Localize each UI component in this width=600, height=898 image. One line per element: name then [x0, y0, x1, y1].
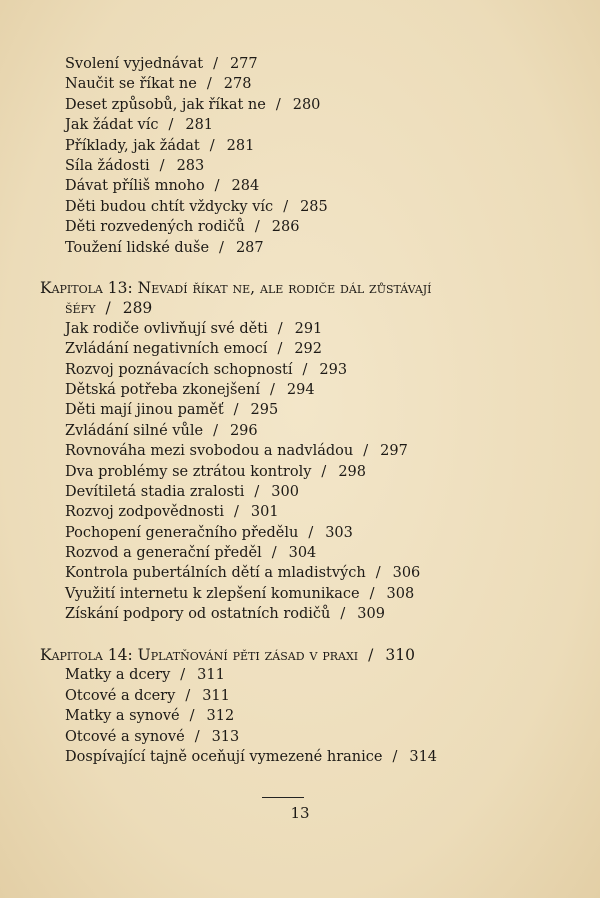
toc-entry [0, 502, 600, 522]
page-ref: 280 [292, 96, 321, 113]
page-ref: 301 [250, 504, 279, 521]
page-ref: 277 [229, 56, 258, 72]
separator: / [206, 76, 212, 93]
entry-title: Jak rodiče ovlivňují své děti [65, 320, 268, 337]
separator: / [159, 157, 165, 174]
toc-entry [0, 95, 600, 115]
page-ref: 298 [338, 463, 366, 480]
separator: / [213, 56, 218, 72]
entry-title: Matky a dcery [65, 667, 171, 684]
chapter-title: Kapitola 14: Uplatňování pěti zásad v praxi [40, 646, 359, 664]
separator: / [277, 341, 283, 358]
entry-title: Rozvoj zodpovědnosti [65, 504, 225, 521]
toc-entry [0, 584, 600, 604]
page-ref: 278 [223, 76, 252, 93]
separator: / [168, 117, 174, 134]
page-ref: 297 [380, 443, 408, 460]
toc-entry [0, 319, 600, 339]
entry-title: Dětská potřeba zkonejšení [65, 381, 260, 398]
page-ref: 291 [294, 320, 323, 337]
entry-title: Děti mají jinou paměť [65, 402, 224, 419]
entry-title: Otcové a dcery [65, 687, 176, 704]
entry-title: Zvládání negativních emocí [65, 341, 268, 358]
separator: / [271, 545, 277, 562]
toc-entry [0, 54, 600, 74]
chapter-heading [0, 278, 600, 298]
entry-title: Dva problémy se ztrátou kontroly [65, 463, 312, 480]
toc-block-top [0, 54, 600, 258]
separator: / [180, 667, 186, 684]
entry-title: Pochopení generačního předělu [65, 524, 299, 541]
toc-entry [0, 706, 600, 726]
entry-title: Deset způsobů, jak říkat ne [65, 96, 266, 113]
separator: / [392, 748, 398, 765]
page-number-rule [262, 797, 304, 798]
page-ref: 311 [202, 687, 230, 704]
toc-entry [0, 176, 600, 196]
toc-entry [0, 360, 600, 380]
separator: / [368, 646, 374, 664]
separator: / [340, 606, 346, 623]
page-number: 13 [290, 804, 310, 822]
separator: / [234, 504, 239, 521]
separator: / [308, 524, 314, 541]
separator: / [209, 137, 215, 154]
separator: / [219, 239, 224, 256]
entry-title: Rovnováha mezi svobodou a nadvládou [65, 443, 354, 460]
toc-entry [0, 238, 600, 258]
separator: / [105, 299, 111, 318]
chapter-heading [0, 645, 600, 665]
toc-entry [0, 441, 600, 461]
toc-entry [0, 462, 600, 482]
separator: / [375, 565, 381, 582]
toc-chapter-14 [0, 645, 600, 767]
separator: / [321, 463, 327, 480]
page-ref: 283 [176, 157, 205, 174]
toc-entry [0, 197, 600, 217]
chapter-heading-continuation [0, 298, 600, 318]
separator: / [185, 687, 191, 704]
toc-entry [0, 604, 600, 624]
entry-title: Síla žádosti [65, 157, 150, 174]
page-ref: 287 [235, 239, 264, 256]
entry-title: Příklady, jak žádat [65, 137, 200, 154]
page-ref: 295 [250, 402, 279, 419]
toc-entry [0, 156, 600, 176]
toc-entry [0, 136, 600, 156]
toc-entry [0, 665, 600, 685]
page-ref: 303 [325, 524, 353, 541]
separator: / [275, 96, 281, 113]
toc-chapter-13 [0, 278, 600, 625]
toc-entry [0, 74, 600, 94]
separator: / [369, 585, 375, 602]
page-ref: 292 [294, 341, 323, 358]
separator: / [194, 728, 200, 745]
page-ref: 314 [409, 748, 438, 765]
toc-entry [0, 115, 600, 135]
toc-entry [0, 563, 600, 583]
page-ref: 281 [226, 137, 255, 154]
page-ref: 300 [271, 483, 299, 500]
separator: / [254, 483, 260, 500]
page-ref: 296 [229, 422, 258, 439]
entry-title: Děti budou chtít vždycky víc [65, 198, 274, 215]
entry-title: Svolení vyjednávat [65, 56, 204, 72]
entry-title: Rozvod a generační předěl [65, 545, 262, 562]
entry-title: Dospívající tajně oceňují vymezené hranice [65, 748, 383, 765]
toc-entry [0, 523, 600, 543]
separator: / [302, 361, 308, 378]
page-ref: 285 [300, 198, 328, 215]
separator: / [254, 219, 260, 236]
page-ref: 312 [206, 708, 235, 725]
page-ref: 309 [357, 606, 385, 623]
toc-entry [0, 339, 600, 359]
toc-entry [0, 217, 600, 237]
entry-title: Získání podpory od ostatních rodičů [65, 606, 331, 623]
separator: / [189, 708, 195, 725]
page-ref: 289 [122, 299, 153, 318]
entry-title: Devítiletá stadia zralosti [65, 483, 245, 500]
toc-entry [0, 543, 600, 563]
page-ref: 293 [319, 361, 348, 378]
entry-title: Jak žádat víc [65, 117, 159, 134]
toc-entry [0, 380, 600, 400]
entry-title: Toužení lidské duše [65, 239, 210, 256]
separator: / [283, 198, 289, 215]
page-ref: 310 [385, 646, 415, 664]
toc-entry [0, 747, 600, 767]
toc-entry [0, 686, 600, 706]
page-ref: 284 [231, 178, 260, 195]
page-ref: 304 [288, 545, 317, 562]
entry-title: Zvládání silné vůle [65, 422, 204, 439]
separator: / [269, 381, 275, 398]
entry-title: Děti rozvedených rodičů [65, 219, 245, 236]
page-ref: 308 [386, 585, 415, 602]
entry-title: Matky a synové [65, 708, 180, 725]
page-ref: 313 [211, 728, 240, 745]
chapter-title: Kapitola 13: Nevadí říkat ne, ale rodiče dál zůstávají [40, 279, 432, 297]
page-ref: 286 [271, 219, 300, 236]
toc-entry [0, 400, 600, 420]
separator: / [214, 178, 220, 195]
toc-entry [0, 421, 600, 441]
page-ref: 311 [197, 667, 225, 684]
separator: / [213, 422, 218, 439]
entry-title: Otcové a synové [65, 728, 185, 745]
page-ref: 306 [392, 565, 421, 582]
separator: / [363, 443, 369, 460]
toc-entry [0, 727, 600, 747]
separator: / [277, 320, 283, 337]
entry-title: Dávat příliš mnoho [65, 178, 205, 195]
toc-entry [0, 482, 600, 502]
page-ref: 281 [185, 117, 214, 134]
entry-title: Rozvoj poznávacích schopností [65, 361, 293, 378]
entry-title: Využití internetu k zlepšení komunikace [65, 585, 360, 602]
separator: / [233, 402, 239, 419]
entry-title: Naučit se říkat ne [65, 76, 197, 93]
entry-title: Kontrola pubertálních dětí a mladistvých [65, 565, 366, 582]
page-ref: 294 [286, 381, 315, 398]
chapter-title-cont: šéfy [65, 299, 96, 318]
